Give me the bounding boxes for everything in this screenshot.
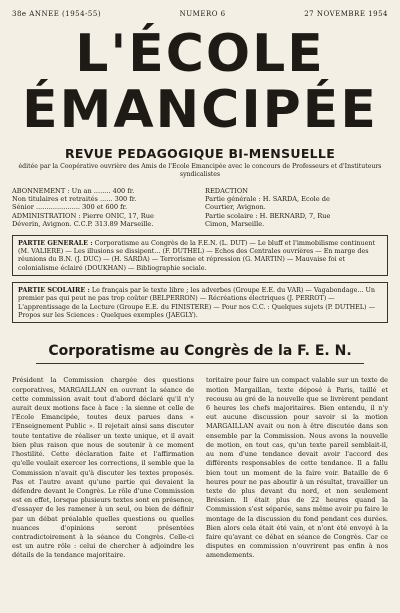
headline-rule [36, 363, 364, 364]
masthead-title-line2: ÉMANCIPÉE [22, 80, 378, 140]
info-line: Sénior ..................... 300 et 600 fr. [12, 203, 128, 212]
info-line: Partie scolaire : H. BERNARD, 7, Rue [205, 211, 331, 220]
masthead-subline: éditée par la Coopérative ouvrière des Amis de l'Ecole Emancipée avec le concours de Professeurs et d'Instituteurs syndicalistes [18, 163, 382, 178]
info-line: ADMINISTRATION : Pierre ONIC, 17, Rue [12, 211, 154, 220]
info-line: Cimon, Marseille. [205, 220, 265, 229]
info-line: Déverin, Avignon. C.C.P. 313.89 Marseille. [12, 220, 154, 229]
info-line: Non titulaires et retraités ...... 300 fr. [12, 194, 137, 203]
article-column-right: toritaire pour faire un compact valable sur un texte de motion Margaillan, texte déposé à Paris, taillé et recousu au gré de la nouvelle que se livrèrent pendant 6 heures les chefs majoritaires. Bien entendu, il n'y eut aucune discussion pour savoir si la motion MARGAILLAN avait ou non à être discutée dans son ensemble par la Commission. Nous avons la nouvelle de motion, en tout cas, qu'un texte pareil semblait-il, au nom d'une tendance devait avoir l'accord des différents responsables de cette tendance. Il a fallu bien tout un moment de la faire voir. Bataille de 6 heures pour ne pas aboutir à un résultat, travailler un texte de plus devant du nord, et non seulement Bréssien. Il était plus de 22 heures quand la Commission s'est séparée, sans même avoir pu faire le montage de la discussion du fond pendant ces durées. Bien alors cela était été vain, et n'ont été envoyé à la faire qu'avant ce débat en séance de Congrès. Car ce disputes en commission n'ouvrirent pas enfin à nos amendements. [206, 376, 388, 560]
masthead-title-line1: L'ÉCOLE [75, 24, 325, 84]
summary-school-label: PARTIE SCOLAIRE : [18, 286, 90, 294]
issue-date: 27 NOVEMBRE 1954 [304, 10, 388, 18]
summary-general-box [12, 235, 388, 276]
info-line: REDACTION [205, 186, 249, 195]
summary-general-text: Corporatisme au Congrès de la F.E.N. (L. DUT) — Le bluff et l'immobilisme continuent (M. VALIERE) — Les illusions se dissipent... (F. DUTHEL) — Echos des Centrales ouvrières — En marge des réunions du B.N. (J. DUC) — (H. SARDA) — Terrorisme et répression (G. MARTIN) — Mauvaise foi et colonialisme éclairé (DOUKHAN) — Bibliographie sociale. [18, 238, 376, 272]
subscription-info [12, 187, 388, 229]
summary-school-box [12, 282, 388, 323]
subscription-column [12, 187, 195, 229]
editorial-column [205, 187, 388, 229]
issue-number: NUMERO 6 [179, 10, 226, 18]
masthead-subtitle: REVUE PEDAGOGIQUE BI-MENSUELLE [64, 146, 336, 161]
summary-general-label: PARTIE GENERALE : [18, 238, 93, 247]
article-headline: Corporatisme au Congrès de la F. E. N. [48, 343, 352, 360]
summary-school-text: Le français par le texte libre ; les adverbes (Groupe E.E. du VAR) — Vagabondage... Un premier pas qui peut ne pas trop coûter (BELPERRON) — Récréations électriques (J. PERROT) — L'apprentissage de la Lecture (Groupe E.E. du FINISTERE) — Pour nos C.C. : Quelques sujets (P. DUTHEL) — Propos sur les Sciences : Quelques exemples (JAEGLY). [18, 286, 376, 319]
article-body [12, 376, 388, 560]
info-line: Partie générale : H. SARDA, Ecole de [205, 194, 330, 203]
article-column-left: Président la Commission chargée des questions corporatives, MARGAILLAN en ouvrant la séance de cette commission avait tout d'abord déclaré qu'il n'y aurait deux motions face à face : la sienne et celle de l'Ecole Emancipée, toutes deux parues dans « l'Enseignement Public ». Il rejetait ainsi sans discuter toute tentative de réaliser un texte unique, et il avait bien plus raison que nous de soutenir à ce moment l'hostilité. Cette déclaration faite et l'affirmation qu'elle voulait exercer les corrections, il semble que la Commission n'avait qu'à discuter les textes proposés. Pas et l'autre avant qu'une partie qui devaient la défendre devant le Congrès. Le rôle d'une Commission est en effet, lorsque plusieurs textes sont en présence, d'essayer de les ramener à un seul, ou bien de définir par un débat préalable quelles questions ou quelles nuances d'opinions seront présentées contradictoirement à la séance du Congrès. Celle-ci est un autre rôle : celui de chercher à adjoindre les détails de la tendance majoritaire. [12, 376, 194, 560]
year-label: 38e ANNEE (1954-55) [12, 10, 102, 18]
masthead-topline [12, 10, 388, 18]
info-line: Courtier, Avignon. [205, 203, 266, 212]
info-line: ABONNEMENT : Un an ........ 400 fr. [12, 186, 135, 195]
